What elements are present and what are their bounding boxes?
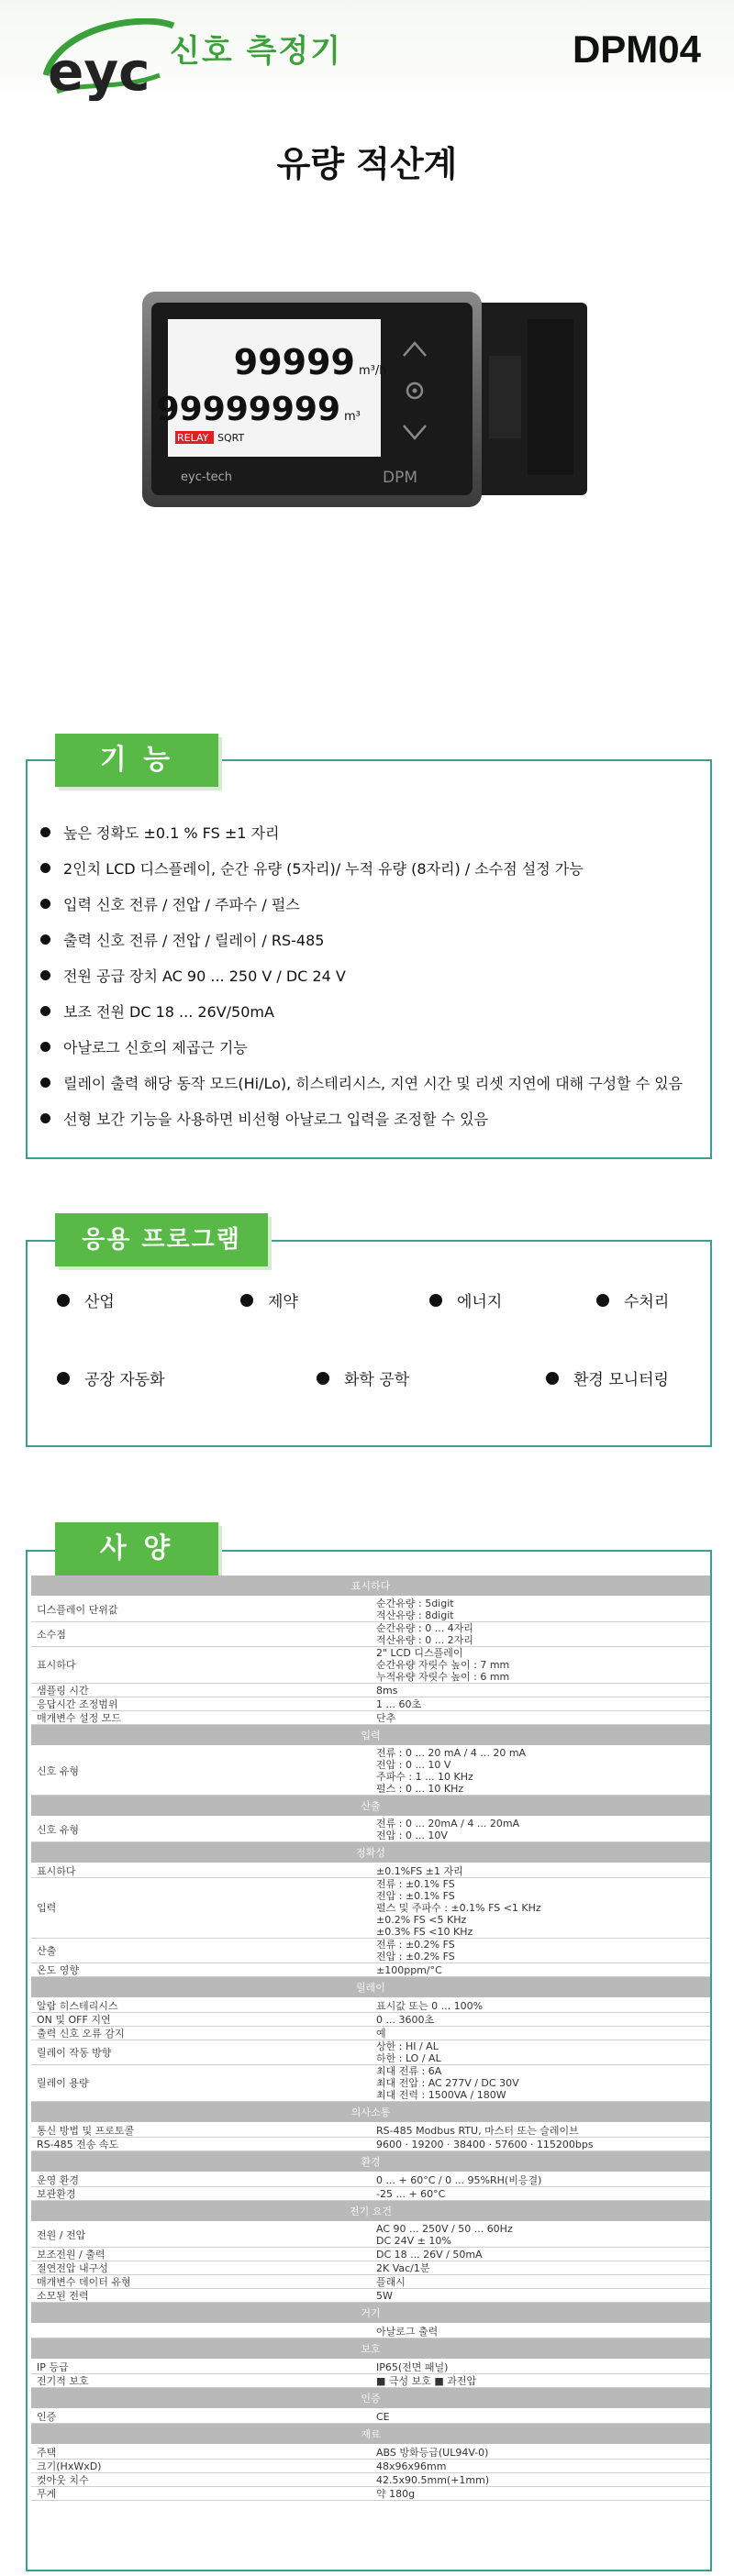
spec-value xyxy=(371,2187,710,2201)
spec-row xyxy=(31,2013,710,2027)
spec-key: 릴레이 용량 xyxy=(31,2065,371,2102)
feature-item xyxy=(40,993,701,1029)
spec-value-line: 하한 : LO / AL xyxy=(376,2052,441,2064)
spec-value xyxy=(371,2460,710,2473)
spec-value xyxy=(371,2409,710,2424)
spec-group-title: 의사소통 xyxy=(31,2102,710,2124)
bullet-icon xyxy=(40,1042,50,1052)
spec-group-header xyxy=(31,2303,710,2325)
spec-group-title: 산출 xyxy=(31,1796,710,1818)
spec-value xyxy=(371,2013,710,2027)
spec-value-line: 전압 : ±0.1% FS xyxy=(376,1890,455,1902)
spec-value xyxy=(371,2138,710,2151)
spec-key: 보관환경 xyxy=(31,2187,371,2201)
spec-value xyxy=(371,2065,710,2102)
spec-key: 릴레이 작동 방향 xyxy=(31,2040,371,2065)
spec-value xyxy=(371,1963,710,1977)
applications-box xyxy=(26,1240,712,1447)
spec-value xyxy=(371,2222,710,2248)
spec-value-line: 2" LCD 디스플레이 xyxy=(376,1647,463,1659)
spec-group-title: 릴레이 xyxy=(31,1977,710,1999)
spec-key: IP 등급 xyxy=(31,2360,371,2374)
spec-value-line: 전압 : 0 ... 10 V xyxy=(376,1759,451,1771)
spec-group-title: 입력 xyxy=(31,1725,710,1747)
spec-value xyxy=(371,1746,710,1796)
feature-text: 보조 전원 DC 18 ... 26V/50mA xyxy=(63,1003,274,1021)
spec-group-header xyxy=(31,1725,710,1747)
spec-value-line: 최대 전력 : 1500VA / 180W xyxy=(376,2089,506,2101)
spec-row xyxy=(31,2065,710,2102)
spec-row xyxy=(31,2138,710,2151)
spec-value-line: 단추 xyxy=(376,1711,396,1724)
lcd-sqrt-tag: SQRT xyxy=(217,432,245,444)
specs-heading: 사 양 xyxy=(55,1522,218,1575)
application-label: 에너지 xyxy=(457,1293,503,1311)
spec-value-line: ABS 방화등급(UL94V-0) xyxy=(376,2446,489,2459)
spec-row xyxy=(31,1878,710,1939)
spec-value-line: ±100ppm/°C xyxy=(376,1963,442,1976)
spec-value-line: 전류 : 0 ... 20mA / 4 ... 20mA xyxy=(376,1818,520,1830)
spec-value-line: 최대 전압 : AC 277V / DC 30V xyxy=(376,2077,519,2089)
spec-value xyxy=(371,2275,710,2289)
spec-value-line: 전류 : ±0.1% FS xyxy=(376,1878,455,1890)
spec-value-line: DC 18 ... 26V / 50mA xyxy=(376,2248,483,2261)
spec-table-wrap xyxy=(31,1575,710,2501)
bullet-icon xyxy=(429,1294,442,1307)
spec-row xyxy=(31,2360,710,2374)
spec-value-line: 9600 · 19200 · 38400 · 57600 · 115200bps xyxy=(376,2138,594,2150)
spec-value-line: 전류 : ±0.2% FS xyxy=(376,1939,455,1951)
spec-value-line: ±0.3% FS <10 KHz xyxy=(376,1926,473,1938)
spec-row xyxy=(31,1711,710,1725)
spec-value-line: 순간유량 : 5digit xyxy=(376,1598,454,1609)
spec-group-title: 인증 xyxy=(31,2388,710,2410)
bullet-icon xyxy=(40,827,50,837)
spec-value-line: 아날로그 출력 xyxy=(376,2325,439,2338)
feature-text: 전원 공급 장치 AC 90 ... 250 V / DC 24 V xyxy=(63,967,346,985)
spec-key: 절연전압 내구성 xyxy=(31,2261,371,2275)
spec-value xyxy=(371,1878,710,1939)
spec-key: 크기(HxWxD) xyxy=(31,2460,371,2473)
bullet-icon xyxy=(40,863,50,873)
spec-group-header xyxy=(31,2201,710,2223)
spec-key: 신호 유형 xyxy=(31,1817,371,1842)
spec-value xyxy=(371,2261,710,2275)
bullet-icon xyxy=(57,1294,70,1307)
spec-value xyxy=(371,1622,710,1647)
spec-row xyxy=(31,2473,710,2487)
spec-key: 신호 유형 xyxy=(31,1746,371,1796)
bullet-icon xyxy=(546,1372,559,1385)
spec-group-title: 보호 xyxy=(31,2338,710,2360)
lcd-relay-tag: RELAY xyxy=(177,432,209,444)
feature-text: 출력 신호 전류 / 전압 / 릴레이 / RS-485 xyxy=(63,932,325,949)
spec-value xyxy=(371,1684,710,1697)
spec-value xyxy=(371,2360,710,2374)
spec-group-header xyxy=(31,2151,710,2173)
spec-row xyxy=(31,1998,710,2013)
page-title: 유량 적산계 xyxy=(276,144,458,184)
spec-key: 출력 신호 오류 감지 xyxy=(31,2027,371,2040)
spec-key: 전기적 보호 xyxy=(31,2374,371,2388)
spec-group-header xyxy=(31,1977,710,1999)
lcd-unit-bottom: m³ xyxy=(344,410,361,424)
spec-key: 인증 xyxy=(31,2409,371,2424)
spec-group-header xyxy=(31,1575,710,1597)
spec-row xyxy=(31,2460,710,2473)
spec-value xyxy=(371,1863,710,1878)
spec-key: 샘플링 시간 xyxy=(31,1684,371,1697)
spec-value-line: 전압 : 0 ... 10V xyxy=(376,1830,448,1841)
application-label: 수처리 xyxy=(624,1293,670,1311)
spec-row xyxy=(31,1817,710,1842)
spec-value-line: 상한 : HI / AL xyxy=(376,2040,439,2052)
spec-value-line: IP65(전면 패널) xyxy=(376,2360,449,2373)
spec-key: 무게 xyxy=(31,2487,371,2501)
spec-value xyxy=(371,2487,710,2501)
feature-text: 아날로그 신호의 제곱근 기능 xyxy=(63,1039,248,1056)
spec-value-line: 5W xyxy=(376,2289,393,2302)
bullet-icon xyxy=(57,1372,70,1385)
device-image xyxy=(142,292,592,512)
bullet-icon xyxy=(40,1006,50,1016)
features-heading: 기 능 xyxy=(55,734,218,787)
bullet-icon xyxy=(40,934,50,945)
spec-row xyxy=(31,1647,710,1684)
spec-row xyxy=(31,2040,710,2065)
spec-group-header xyxy=(31,1796,710,1818)
spec-key: 소수점 xyxy=(31,1622,371,1647)
spec-value-line: 순간유량 자릿수 높이 : 7 mm xyxy=(376,1659,510,1671)
spec-value-line: 0 ... + 60°C / 0 ... 95%RH(비응결) xyxy=(376,2173,542,2186)
spec-value-line: 순간유량 : 0 ... 4자리 xyxy=(376,1622,473,1634)
spec-group-header xyxy=(31,2424,710,2446)
feature-item xyxy=(40,922,701,957)
spec-row xyxy=(31,1684,710,1697)
eyc-logo-icon xyxy=(40,18,178,101)
spec-group-header xyxy=(31,2338,710,2360)
spec-key: 응답시간 조정범위 xyxy=(31,1697,371,1711)
spec-value-line: 최대 전류 : 6A xyxy=(376,2065,442,2077)
spec-key: 주택 xyxy=(31,2445,371,2460)
spec-group-header xyxy=(31,1842,710,1864)
spec-value-line: 48x96x96mm xyxy=(376,2460,447,2472)
spec-row xyxy=(31,1863,710,1878)
spec-value-line: 0 ... 3600초 xyxy=(376,2013,435,2026)
spec-key: 입력 xyxy=(31,1878,371,1939)
spec-value-line: ■ 극성 보호 ■ 과전압 xyxy=(376,2374,477,2387)
bullet-icon xyxy=(240,1294,253,1307)
spec-row xyxy=(31,2123,710,2138)
feature-text: 릴레이 출력 해당 동작 모드(Hi/Lo), 히스테리시스, 지연 시간 및 리셋 지연에 대해 구성할 수 있음 xyxy=(63,1075,684,1092)
brand-title: 신호 측정기 xyxy=(170,33,343,70)
application-label: 공장 자동화 xyxy=(84,1371,165,1389)
spec-value xyxy=(371,1998,710,2013)
device-brand: eyc-tech xyxy=(181,470,233,484)
spec-row xyxy=(31,2324,710,2338)
application-item xyxy=(57,1366,165,1389)
spec-key: 통신 방법 및 프로토콜 xyxy=(31,2123,371,2138)
spec-value-line: 주파수 : 1 ... 10 KHz xyxy=(376,1771,473,1783)
spec-row xyxy=(31,2187,710,2201)
spec-value xyxy=(371,1817,710,1842)
spec-row xyxy=(31,1963,710,1977)
spec-value-line: 표시값 또는 0 ... 100% xyxy=(376,1999,484,2012)
spec-value xyxy=(371,2289,710,2303)
spec-row xyxy=(31,1746,710,1796)
spec-value-line: 2K Vac/1분 xyxy=(376,2261,430,2274)
spec-value xyxy=(371,1711,710,1725)
feature-text: 선형 보간 기능을 사용하면 비선형 아날로그 입력을 조정할 수 있음 xyxy=(63,1111,489,1128)
spec-value-line: 1 ... 60초 xyxy=(376,1697,422,1710)
spec-key: 매개변수 데이터 유형 xyxy=(31,2275,371,2289)
spec-value-line: 42.5x90.5mm(+1mm) xyxy=(376,2473,490,2486)
spec-key: ON 및 OFF 지연 xyxy=(31,2013,371,2027)
spec-value-line: 누적유량 자릿수 높이 : 6 mm xyxy=(376,1671,510,1683)
spec-row xyxy=(31,2248,710,2261)
spec-value xyxy=(371,1939,710,1963)
device-model: DPM xyxy=(383,469,418,487)
spec-value-line: 8ms xyxy=(376,1684,398,1697)
spec-group-title: 표시하다 xyxy=(31,1575,710,1597)
spec-group-title: 거기 xyxy=(31,2303,710,2325)
feature-item xyxy=(40,1065,701,1100)
spec-value xyxy=(371,2123,710,2138)
spec-group-title: 환경 xyxy=(31,2151,710,2173)
spec-key: 산출 xyxy=(31,1939,371,1963)
spec-value xyxy=(371,2324,710,2338)
feature-text: 입력 신호 전류 / 전압 / 주파수 / 펄스 xyxy=(63,896,300,913)
spec-group-title: 정확성 xyxy=(31,1842,710,1864)
svg-text:eyc: eyc xyxy=(48,40,150,101)
spec-key: 매개변수 설정 모드 xyxy=(31,1711,371,1725)
spec-value xyxy=(371,2248,710,2261)
spec-value-line: 펄스 및 주파수 : ±0.1% FS <1 KHz xyxy=(376,1902,541,1914)
application-label: 환경 모니터링 xyxy=(573,1371,669,1389)
bullet-icon xyxy=(317,1372,329,1385)
spec-row xyxy=(31,2261,710,2275)
lcd-unit-top: m³/h xyxy=(359,364,387,378)
spec-value xyxy=(371,2445,710,2460)
spec-value-line: CE xyxy=(376,2410,390,2423)
bullet-icon xyxy=(40,970,50,980)
spec-row xyxy=(31,2374,710,2388)
spec-row xyxy=(31,2275,710,2289)
spec-row xyxy=(31,2409,710,2424)
bullet-icon xyxy=(40,1078,50,1088)
spec-value xyxy=(371,1597,710,1622)
spec-value-line: ±0.2% FS <5 KHz xyxy=(376,1914,467,1926)
spec-value xyxy=(371,2027,710,2040)
spec-value-line: 펄스 : 0 ... 10 KHz xyxy=(376,1783,464,1795)
spec-group-title: 전기 요건 xyxy=(31,2201,710,2223)
feature-item xyxy=(40,886,701,922)
bullet-icon xyxy=(40,1113,50,1123)
features-list xyxy=(40,814,701,1136)
page-header xyxy=(0,0,734,110)
spec-value-line: -25 ... + 60°C xyxy=(376,2187,446,2200)
bullet-icon xyxy=(40,899,50,909)
spec-value-line: AC 90 ... 250V / 50 ... 60Hz xyxy=(376,2223,513,2235)
lcd-value-top: 99999 xyxy=(233,342,355,382)
lcd-value-bottom: 99999999 xyxy=(156,391,340,428)
spec-key: RS-485 전송 속도 xyxy=(31,2138,371,2151)
spec-value xyxy=(371,1697,710,1711)
spec-key: 소모된 전력 xyxy=(31,2289,371,2303)
application-item xyxy=(240,1288,298,1311)
model-code: DPM04 xyxy=(572,28,701,71)
spec-value-line: RS-485 Modbus RTU, 마스터 또는 슬레이브 xyxy=(376,2124,579,2137)
spec-row xyxy=(31,2289,710,2303)
feature-item xyxy=(40,1029,701,1065)
spec-group-header xyxy=(31,2102,710,2124)
application-label: 화학 공학 xyxy=(344,1371,410,1389)
bullet-icon xyxy=(596,1294,609,1307)
spec-key: 표시하다 xyxy=(31,1863,371,1878)
spec-key: 전원 / 전압 xyxy=(31,2222,371,2248)
feature-item xyxy=(40,814,701,850)
spec-key: 운영 환경 xyxy=(31,2172,371,2187)
spec-key: 보조전원 / 출력 xyxy=(31,2248,371,2261)
spec-row xyxy=(31,1697,710,1711)
feature-item xyxy=(40,850,701,886)
spec-value-line: 전압 : ±0.2% FS xyxy=(376,1951,455,1962)
feature-text: 높은 정확도 ±0.1 % FS ±1 자리 xyxy=(63,824,280,842)
spec-value xyxy=(371,1647,710,1684)
spec-row xyxy=(31,2222,710,2248)
feature-item xyxy=(40,957,701,993)
spec-group-header xyxy=(31,2388,710,2410)
application-label: 제약 xyxy=(268,1293,298,1311)
spec-key xyxy=(31,2324,371,2338)
spec-value-line: ±0.1%FS ±1 자리 xyxy=(376,1864,463,1877)
application-item xyxy=(317,1366,409,1389)
spec-row xyxy=(31,2172,710,2187)
spec-value-line: 적산유량 : 0 ... 2자리 xyxy=(376,1634,473,1646)
spec-row xyxy=(31,2027,710,2040)
application-label: 산업 xyxy=(84,1293,115,1311)
spec-row xyxy=(31,1939,710,1963)
spec-value xyxy=(371,2040,710,2065)
spec-key: 알람 히스테리시스 xyxy=(31,1998,371,2013)
spec-value xyxy=(371,2374,710,2388)
spec-key: 표시하다 xyxy=(31,1647,371,1684)
spec-table xyxy=(31,1575,710,2501)
applications-heading: 응용 프로그램 xyxy=(55,1213,268,1266)
spec-key: 디스플레이 단위값 xyxy=(31,1597,371,1622)
spec-key: 온도 영향 xyxy=(31,1963,371,1977)
application-item xyxy=(596,1288,669,1311)
spec-row xyxy=(31,1597,710,1622)
spec-value-line: 적산유량 : 8digit xyxy=(376,1609,454,1621)
spec-key: 컷아웃 치수 xyxy=(31,2473,371,2487)
spec-value-line: DC 24V ± 10% xyxy=(376,2235,451,2247)
spec-value-line: 약 180g xyxy=(376,2487,416,2500)
spec-value-line: 플래시 xyxy=(376,2275,406,2288)
spec-value-line: 전류 : 0 ... 20 mA / 4 ... 20 mA xyxy=(376,1747,527,1759)
feature-text: 2인치 LCD 디스플레이, 순간 유량 (5자리)/ 누적 유량 (8자리) / 소수점 설정 가능 xyxy=(63,860,584,878)
application-item xyxy=(57,1288,115,1311)
spec-value-line: 예 xyxy=(376,2027,386,2040)
spec-value xyxy=(371,2172,710,2187)
spec-row xyxy=(31,2445,710,2460)
spec-value xyxy=(371,2473,710,2487)
application-item xyxy=(429,1288,502,1311)
spec-row xyxy=(31,2487,710,2501)
application-item xyxy=(546,1366,669,1389)
spec-group-title: 재료 xyxy=(31,2424,710,2446)
feature-item xyxy=(40,1100,701,1136)
spec-row xyxy=(31,1622,710,1647)
